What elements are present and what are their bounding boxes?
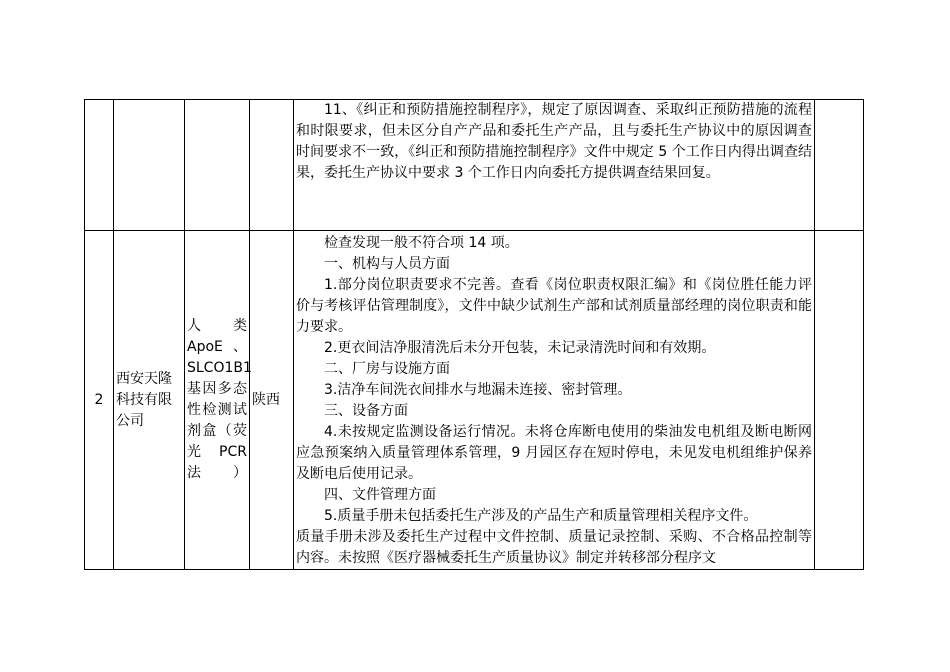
- finding-paragraph: 1.部分岗位职责要求不完善。查看《岗位职责权限汇编》和《岗位胜任能力评价与考核评估管理制度》，文件中缺少试剂生产部和试剂质量部经理的岗位职责和能力要求。: [296, 277, 812, 335]
- finding-paragraph: 检查发现一般不符合项 14 项。: [324, 235, 519, 251]
- remark-cell: [815, 231, 864, 570]
- company-name: 西安天隆科技有限公司: [116, 370, 172, 429]
- product-cell: [185, 100, 250, 231]
- finding-paragraph: 5.质量手册未包括委托生产涉及的产品生产和质量管理相关程序文件。: [324, 508, 758, 524]
- company-cell: [114, 231, 185, 570]
- table-row: [85, 100, 864, 231]
- no-cell: [85, 100, 114, 231]
- table-row: [85, 231, 864, 570]
- finding-paragraph: 11、《纠正和预防措施控制程序》，规定了原因调查、采取纠正预防措施的流程和时限要求，但未区分自产产品和委托生产产品，且与委托生产协议中的原因调查时间要求不一致，《纠正和预防措施控制程序》文件中规定 5 个工作日内得出调查结果，委托生产协议中要求 3 个工作日内向委托方提供调查结果回复。: [296, 102, 812, 181]
- product-name: 人类ApoE、SLCO1B1基因多态性检测试剂盒（荧光PCR法）: [187, 318, 252, 481]
- findings-cell: [294, 231, 815, 570]
- region-cell: [250, 231, 294, 570]
- product-cell: [185, 231, 250, 570]
- company-cell: [114, 100, 185, 231]
- row-number: 2: [94, 391, 104, 408]
- finding-paragraph: 2.更衣间洁净服清洗后未分开包装，未记录清洗时间和有效期。: [324, 340, 716, 356]
- no-cell: [85, 231, 114, 570]
- section-heading: 三、设备方面: [324, 403, 408, 419]
- inspection-table: [84, 99, 864, 570]
- findings-cell: [294, 100, 815, 231]
- finding-paragraph: 3.洁净车间洗衣间排水与地漏未连接、密封管理。: [324, 382, 632, 398]
- section-heading: 四、文件管理方面: [324, 487, 436, 503]
- remark-cell: [815, 100, 864, 231]
- region-cell: [250, 100, 294, 231]
- region-name: 陕西: [252, 391, 280, 408]
- section-heading: 一、机构与人员方面: [324, 256, 450, 272]
- section-heading: 二、厂房与设施方面: [324, 361, 450, 377]
- finding-paragraph: 质量手册未涉及委托生产过程中文件控制、质量记录控制、采购、不合格品控制等内容。未按照《医疗器械委托生产质量协议》制定并转移部分程序文: [296, 529, 812, 566]
- finding-paragraph: 4.未按规定监测设备运行情况。未将仓库断电使用的柴油发电机组及断电断网应急预案纳入质量管理体系管理，9 月园区存在短时停电，未见发电机组维护保养及断电后使用记录。: [296, 424, 812, 482]
